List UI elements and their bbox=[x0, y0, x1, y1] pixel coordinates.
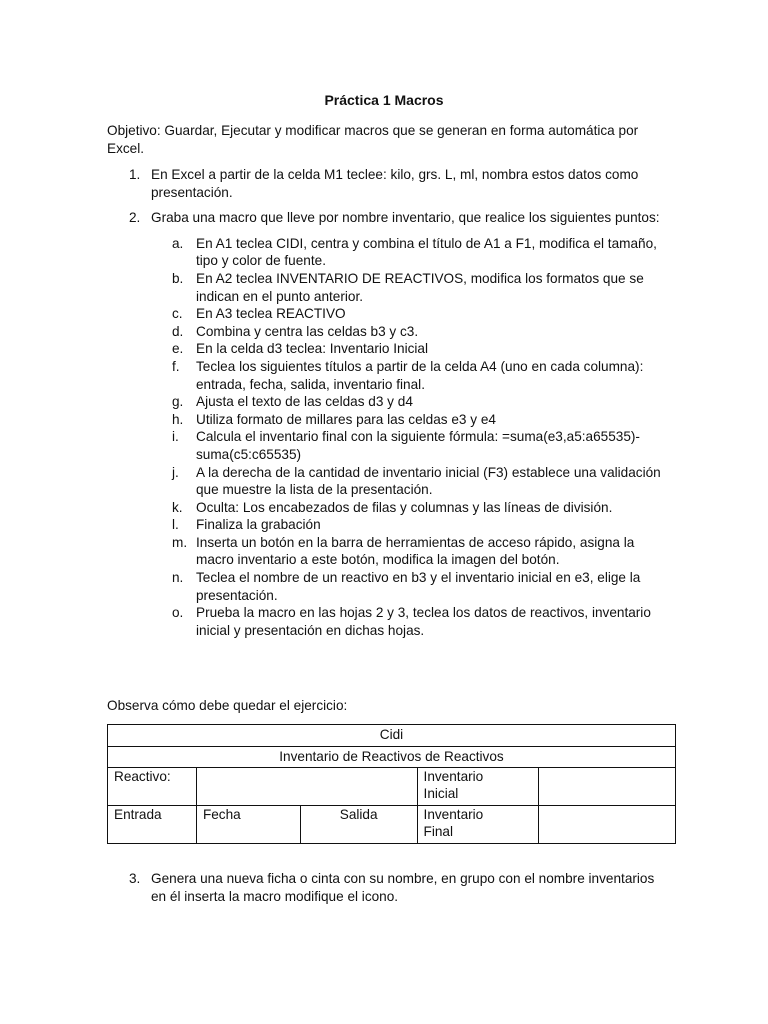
table-cell-entrada: Entrada bbox=[108, 806, 197, 844]
sub-list-item bbox=[151, 499, 667, 517]
sub-list-item bbox=[151, 464, 667, 499]
document-title: Práctica 1 Macros bbox=[324, 92, 444, 108]
item-number: 3. bbox=[129, 871, 141, 886]
sub-item-text: Combina y centra las celdas b3 y c3. bbox=[196, 323, 419, 339]
sub-item-text: Finaliza la grabación bbox=[196, 517, 321, 533]
table-cell-empty bbox=[539, 768, 676, 806]
cell-line: Inicial bbox=[423, 785, 459, 801]
table-cell-cidi: Cidi bbox=[108, 725, 676, 747]
sub-list-item bbox=[151, 270, 667, 305]
example-table bbox=[107, 724, 676, 844]
sub-list-item bbox=[151, 305, 667, 323]
table-row bbox=[108, 725, 676, 747]
sub-item-text: Oculta: Los encabezados de filas y columnas y las líneas de división. bbox=[196, 499, 613, 515]
item-text: Graba una macro que lleve por nombre inventario, que realice los siguientes puntos: bbox=[151, 210, 660, 226]
sub-item-letter: n. bbox=[172, 570, 184, 586]
sub-item-text: Ajusta el texto de las celdas d3 y d4 bbox=[196, 394, 413, 410]
sub-item-text: En A1 teclea CIDI, centra y combina el título de A1 a F1, modifica el tamaño, tipo y color de fuente. bbox=[196, 235, 657, 269]
sub-item-letter: d. bbox=[172, 323, 184, 339]
sub-item-letter: g. bbox=[172, 394, 184, 410]
cell-line: Inventario bbox=[423, 807, 484, 822]
sub-item-text: Inserta un botón en la barra de herramientas de acceso rápido, asigna la macro inventario a este botón, modifica la imagen del botón. bbox=[196, 534, 635, 568]
table-row bbox=[108, 768, 676, 806]
sub-list-item bbox=[151, 411, 667, 429]
table-row bbox=[108, 806, 676, 844]
cell-line: Final bbox=[423, 823, 454, 839]
sub-item-letter: o. bbox=[172, 605, 184, 621]
sub-item-letter: m. bbox=[172, 534, 188, 550]
sub-list-item bbox=[151, 569, 667, 604]
sub-item-text: En A2 teclea INVENTARIO DE REACTIVOS, modifica los formatos que se indican en el punto anterior. bbox=[196, 270, 644, 304]
sub-item-text: En A3 teclea REACTIVO bbox=[196, 306, 346, 322]
sub-list-item bbox=[151, 235, 667, 270]
sub-list-item bbox=[151, 358, 667, 393]
table-cell-reactivo: Reactivo: bbox=[108, 768, 197, 806]
table-cell-salida: Salida bbox=[300, 806, 417, 844]
sub-item-text: A la derecha de la cantidad de inventario inicial (F3) establece una validación que muestre la lista de la presentación. bbox=[196, 464, 661, 498]
instruction-list bbox=[107, 166, 667, 647]
sub-item-text: En la celda d3 teclea: Inventario Inicial bbox=[196, 341, 428, 357]
cell-line: Inventario bbox=[423, 769, 484, 784]
sub-instruction-list bbox=[151, 235, 667, 640]
item-text: Genera una nueva ficha o cinta con su nombre, en grupo con el nombre inventarios en él inserta la macro modifique el icono. bbox=[151, 871, 655, 904]
sub-item-letter: e. bbox=[172, 341, 184, 357]
list-item bbox=[107, 209, 667, 639]
observe-caption: Observa cómo debe quedar el ejercicio: bbox=[107, 698, 348, 713]
sub-item-letter: j. bbox=[172, 464, 179, 480]
sub-item-text: Teclea el nombre de un reactivo en b3 y el inventario inicial en e3, elige la presentación. bbox=[196, 570, 641, 603]
table-cell-fecha: Fecha bbox=[196, 806, 300, 844]
sub-item-letter: f. bbox=[172, 358, 180, 374]
sub-list-item bbox=[151, 604, 667, 639]
sub-item-text: Utiliza formato de millares para las celdas e3 y e4 bbox=[196, 411, 496, 427]
sub-item-letter: h. bbox=[172, 411, 184, 427]
item-text: En Excel a partir de la celda M1 teclee: kilo, grs. L, ml, nombra estos datos como presentación. bbox=[151, 167, 639, 200]
item-number: 2. bbox=[129, 210, 141, 226]
sub-item-letter: a. bbox=[172, 235, 184, 251]
sub-item-letter: b. bbox=[172, 270, 184, 286]
sub-item-letter: i. bbox=[172, 429, 179, 445]
sub-item-letter: k. bbox=[172, 499, 183, 515]
list-item bbox=[107, 166, 667, 201]
sub-item-text: Teclea los siguientes títulos a partir de la celda A4 (uno en cada columna): entrada, fecha, salida, inventario final. bbox=[196, 358, 644, 392]
table-cell-inventario-inicial bbox=[417, 768, 539, 806]
sub-list-item bbox=[151, 516, 667, 534]
table-cell-inventario-title: Inventario de Reactivos de Reactivos bbox=[108, 746, 676, 768]
table-cell-inventario-final bbox=[417, 806, 539, 844]
table-cell-empty bbox=[196, 768, 417, 806]
list-item bbox=[107, 870, 667, 905]
table-cell-empty bbox=[539, 806, 676, 844]
instruction-list-continued bbox=[107, 870, 667, 905]
sub-list-item bbox=[151, 393, 667, 411]
sub-list-item bbox=[151, 340, 667, 358]
sub-item-letter: l. bbox=[172, 517, 179, 533]
table-row bbox=[108, 746, 676, 768]
objective-paragraph: Objetivo: Guardar, Ejecutar y modificar macros que se generan en forma automática por Excel. bbox=[107, 123, 639, 156]
sub-list-item bbox=[151, 323, 667, 341]
item-number: 1. bbox=[129, 167, 141, 182]
sub-list-item bbox=[151, 534, 667, 569]
sub-item-text: Prueba la macro en las hojas 2 y 3, teclea los datos de reactivos, inventario inicial y presentación en dichas hojas. bbox=[196, 605, 651, 638]
sub-item-letter: c. bbox=[172, 306, 183, 322]
sub-list-item bbox=[151, 428, 667, 463]
sub-item-text: Calcula el inventario final con la siguiente fórmula: =suma(e3,a5:a65535)-suma(c5:c65535) bbox=[196, 429, 640, 462]
